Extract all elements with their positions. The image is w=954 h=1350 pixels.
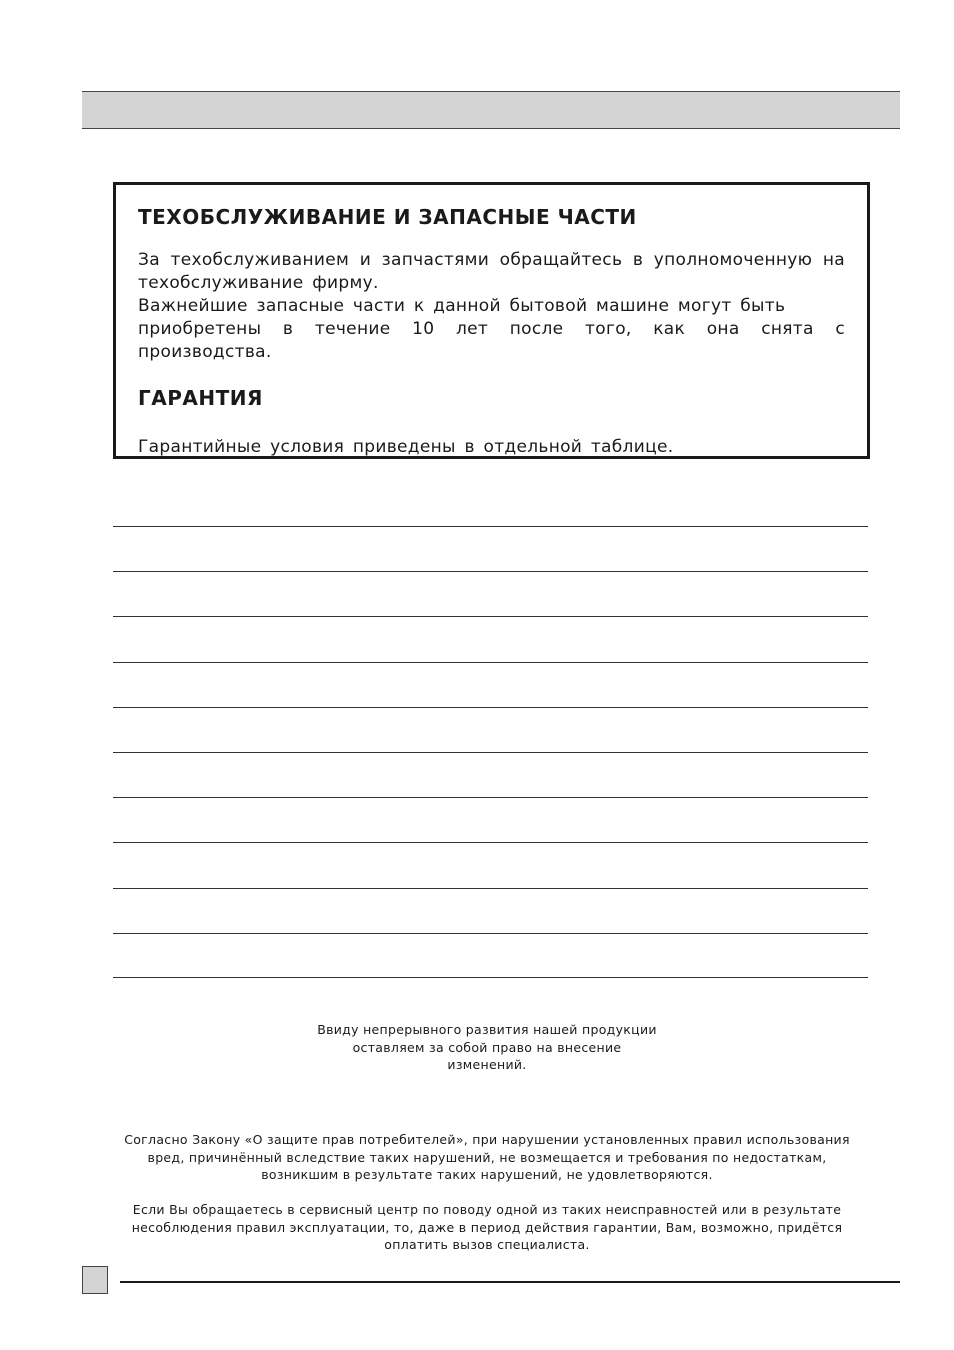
notes-lines: [113, 526, 868, 978]
consumer-law-note: [100, 1131, 874, 1184]
note-line: [113, 842, 868, 843]
service-text-line-3: Важнейшие запасные части к данной бытовой машине могут быть: [138, 296, 786, 316]
changes-note-line: изменений.: [447, 1057, 527, 1072]
service-text-line-2: техобслуживание фирму.: [138, 273, 379, 293]
note-line: [113, 571, 868, 572]
note-line: [113, 933, 868, 934]
service-note-line: несоблюдения правил эксплуатации, то, даже в период действия гарантии, Вам, возможно, придётся: [131, 1219, 843, 1235]
service-call-note: [100, 1201, 874, 1254]
service-text-line-4: приобретены в течение 10 лет после того, как она снята с производства.: [138, 319, 845, 362]
note-line: [113, 616, 868, 617]
service-warranty-box: [113, 182, 870, 459]
note-line: [113, 752, 868, 753]
note-line: [113, 977, 868, 978]
note-line: [113, 888, 868, 889]
note-line: [113, 526, 868, 527]
bottom-rule: [120, 1281, 900, 1283]
service-text-line-1: За техобслуживанием и запчастями обращайтесь в уполномоченную на: [138, 250, 845, 270]
header-bar: [82, 91, 900, 129]
changes-note: [300, 1021, 674, 1074]
warranty-text: Гарантийные условия приведены в отдельной таблице.: [138, 437, 674, 457]
law-note-line: возникшим в результате таких нарушений, не удовлетворяются.: [261, 1167, 713, 1182]
note-line: [113, 662, 868, 663]
note-line: [113, 797, 868, 798]
page-marker: [82, 1266, 108, 1294]
changes-note-line: Ввиду непрерывного развития нашей продукции: [317, 1022, 657, 1037]
law-note-line: вред, причинённый вследствие таких нарушений, не возмещается и требования по недостаткам,: [147, 1149, 827, 1165]
warranty-heading: ГАРАНТИЯ: [138, 386, 263, 410]
changes-note-line: оставляем за собой право на внесение: [352, 1039, 622, 1055]
service-heading: ТЕХОБСЛУЖИВАНИЕ И ЗАПАСНЫЕ ЧАСТИ: [138, 205, 637, 229]
note-line: [113, 707, 868, 708]
service-note-line: Если Вы обращаетесь в сервисный центр по поводу одной из таких неисправностей или в результате: [132, 1202, 842, 1217]
service-note-line: оплатить вызов специалиста.: [384, 1237, 590, 1252]
law-note-line: Согласно Закону «О защите прав потребителей», при нарушении установленных правил использования: [124, 1132, 850, 1147]
